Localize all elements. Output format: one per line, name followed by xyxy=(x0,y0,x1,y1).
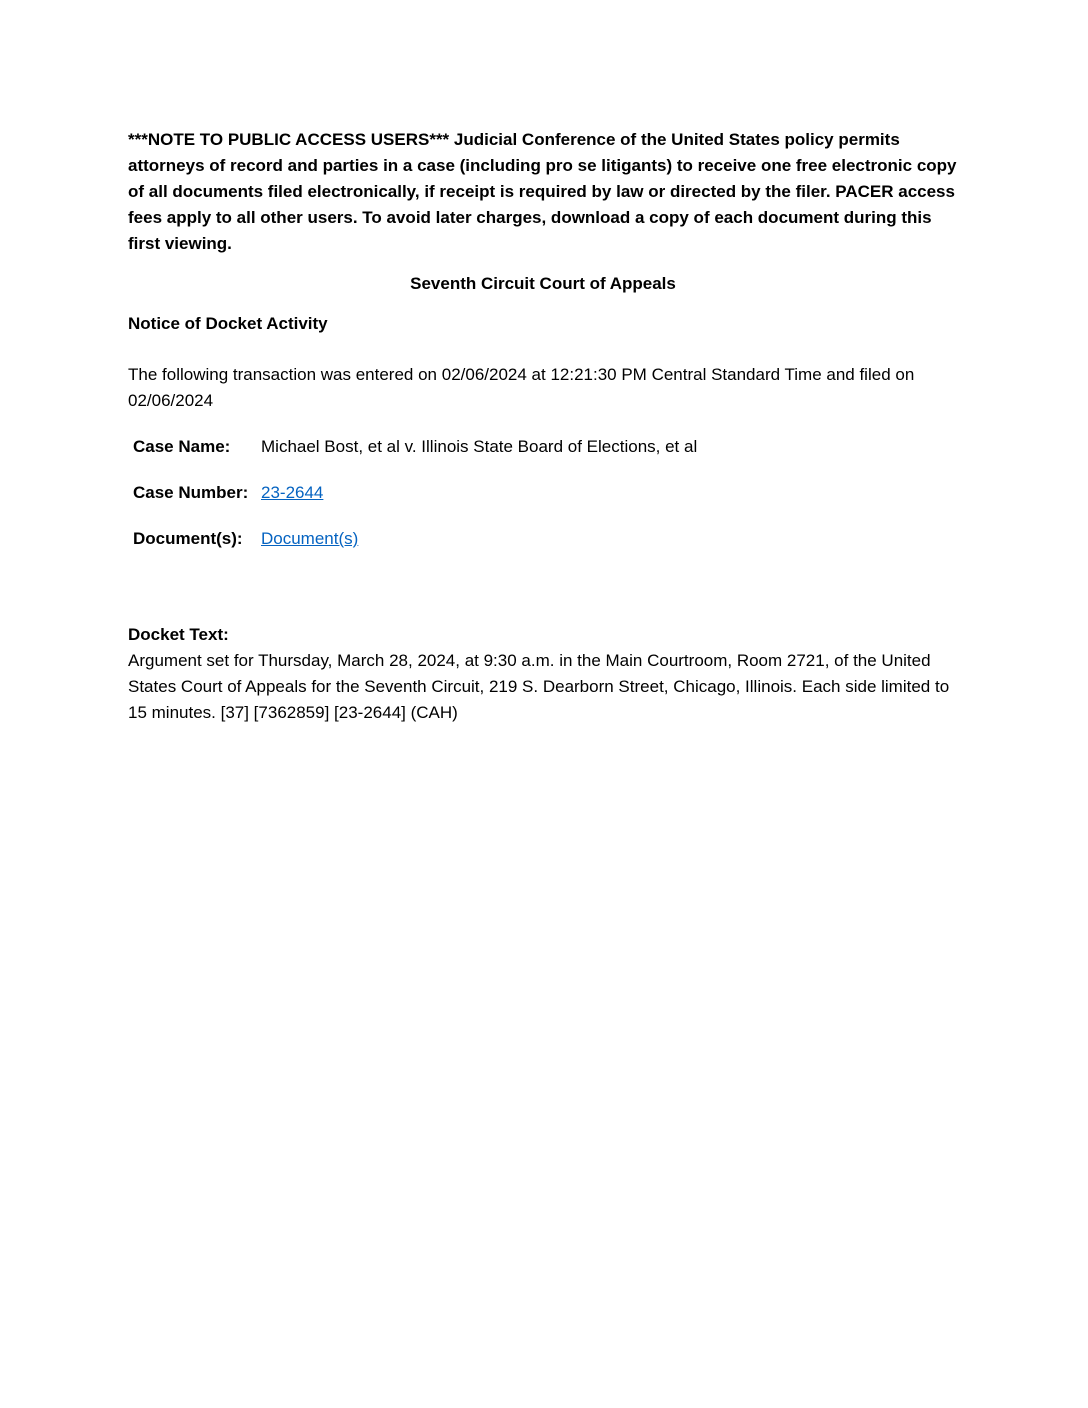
docket-notice-page xyxy=(128,127,958,726)
public-access-notice: ***NOTE TO PUBLIC ACCESS USERS*** Judicial Conference of the United States policy permits attorneys of record and parties in a case (including pro se litigants) to receive one free electronic copy of all documents filed electronically, if receipt is required by law or directed by the filer. PACER access fees apply to all other users. To avoid later charges, download a copy of each document during this first viewing. xyxy=(128,130,957,253)
case-name-value: Michael Bost, et al v. Illinois State Board of Elections, et al xyxy=(261,437,698,456)
case-number-row xyxy=(128,480,697,526)
case-number-label: Case Number: xyxy=(133,483,249,502)
court-name: Seventh Circuit Court of Appeals xyxy=(410,274,676,293)
documents-link[interactable]: Document(s) xyxy=(261,529,359,548)
documents-row xyxy=(128,526,697,572)
case-info-table xyxy=(128,434,697,572)
case-number-link[interactable]: 23-2644 xyxy=(261,483,324,502)
docket-text-label: Docket Text: xyxy=(128,625,229,644)
documents-label: Document(s): xyxy=(133,529,243,548)
section-title: Notice of Docket Activity xyxy=(128,314,328,333)
transaction-text: The following transaction was entered on 02/06/2024 at 12:21:30 PM Central Standard Time and filed on 02/06/2024 xyxy=(128,365,915,410)
case-name-row xyxy=(128,434,697,480)
docket-text-body: Argument set for Thursday, March 28, 2024, at 9:30 a.m. in the Main Courtroom, Room 2721, of the United States Court of Appeals for the Seventh Circuit, 219 S. Dearborn Street, Chicago, Illinois. Each side limited to 15 minutes. [37] [7362859] [23-2644] (CAH) xyxy=(128,651,950,722)
case-name-label: Case Name: xyxy=(133,437,231,456)
